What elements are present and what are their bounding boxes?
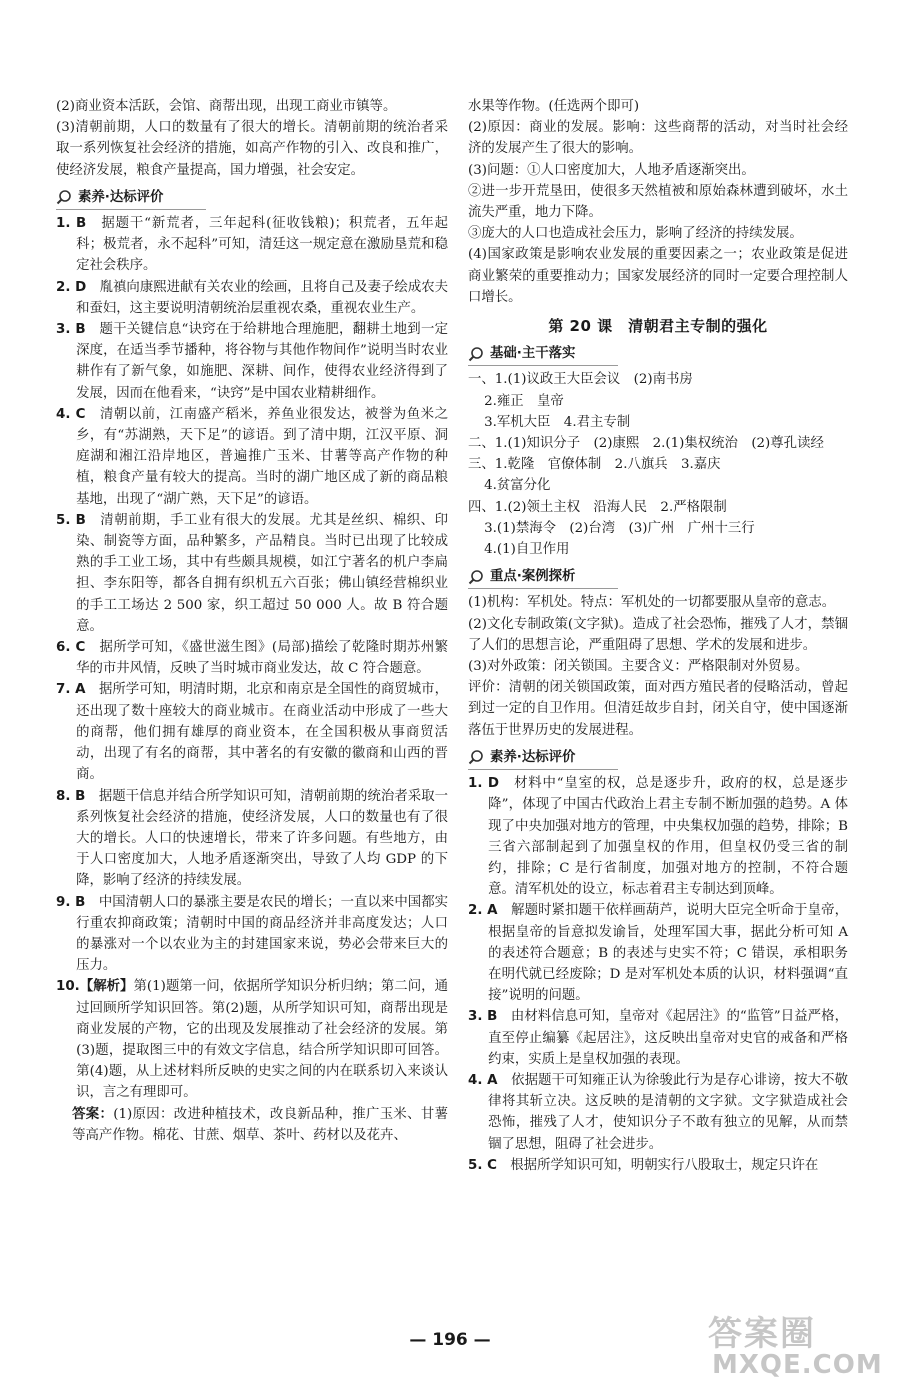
section-title: 重点·案例探析 xyxy=(490,569,576,585)
answer-text: 根据所学知识可知，明朝实行八股取士，规定只许在 xyxy=(510,1157,819,1173)
answer-item xyxy=(56,319,448,404)
case-line: 评价：清朝的闭关锁国政策，面对西方殖民者的侵略活动，曾起到过一定的自卫作用。但清廷故步自封，闭关自守，使中国逐渐落伍于世界历史的发展进程。 xyxy=(468,680,848,738)
answer-number: 9. B xyxy=(56,894,86,910)
answer-number: 1. D xyxy=(468,776,500,792)
answer-block xyxy=(56,1104,448,1146)
right-top-line: ③庞大的人口也造成社会压力，影响了经济的持续发展。 xyxy=(468,226,803,242)
basics-line: 一、1.(1)议政王大臣会议 (2)南书房 xyxy=(468,372,693,388)
section-title: 基础·主干落实 xyxy=(490,346,576,362)
right-top-line: 水果等作物。(任选两个即可) xyxy=(468,99,640,114)
answer-number: 4. A xyxy=(468,1072,498,1088)
answer-text: 解题时紧扣题干依样画葫芦，说明大臣完全听命于皇帝，根据皇帝的旨意拟发谕旨，处理军国大事，据此分析可知 A 的表述符合题意；B 的表述与史实不符；C 错误，承相职务在明代就已经废除；D 是对军机处本质的认识，材料强调“直接”说明的问题。 xyxy=(488,903,849,1004)
answer-number: 3. B xyxy=(56,322,86,338)
answer-text: 据所学可知，《盛世滋生图》(局部)描绘了乾隆时期苏州繁华的市井风情，反映了当时城市商业发达，故 C 符合题意。 xyxy=(76,640,448,677)
answer-text: 由材料信息可知，皇帝对《起居注》的“监管”日益严格，直至停止编纂《起居注》，这反映出皇帝对史官的戒备和严格约束，实质上是皇权加强的表现。 xyxy=(488,1009,848,1067)
section-heading xyxy=(468,566,618,589)
basics-line: 4.贫富分化 xyxy=(484,478,551,494)
answer-text: 材料中“皇室的权，总是逐步升，政府的权，总是逐步降”，体现了中国古代政治上君主专制不断加强的趋势。A 体现了中央加强对地方的管理，中央集权加强的趋势，排除；B 三省六部制起到了加强皇权的作用，但皇权仍受三省的制约，排除；C 是行省制度，加强对地方的控制，不符合题意。清军机处的设立，标志着君主专制达到顶峰。 xyxy=(488,776,848,898)
lesson-title: 第 20 课 清朝君主专制的强化 xyxy=(548,317,768,336)
answer-item xyxy=(468,1006,848,1070)
magnifier-icon xyxy=(468,346,486,362)
answer-number: 2. D xyxy=(56,279,87,295)
case-line: (1)机构：军机处。特点：军机处的一切都要服从皇帝的意志。 xyxy=(468,595,836,611)
right-column xyxy=(468,96,848,1176)
watermark-line-2: MXQE.COM xyxy=(712,1350,883,1380)
answer-item xyxy=(468,1070,848,1155)
answer-number: 2. A xyxy=(468,903,498,919)
magnifier-icon xyxy=(468,569,486,585)
right-top-line: (3)问题：①人口密度加大，人地矛盾逐渐突出。 xyxy=(468,162,755,178)
answer-text: 清朝前期，手工业有很大的发展。尤其是丝织、棉织、印染、制瓷等方面，品种繁多，产品精良。当时已出现了比较成熟的手工业工场，其中有些颇具规模，如江宁著名的机户李扁担、李东阳等，都各自拥有织机五六百张；佛山镇经营棉织业的手工工场达 2 500 家，织工超过 50 000 人。故 B 符合题意。 xyxy=(76,512,449,634)
answer-item xyxy=(56,404,448,510)
answer-number: 8. B xyxy=(56,788,86,804)
basics-line: 三、1.乾隆 官僚体制 2.八旗兵 3.嘉庆 xyxy=(468,457,721,473)
answer-item xyxy=(468,1155,848,1176)
answer-item xyxy=(56,637,448,679)
right-top-line: (2)原因：商业的发展。影响：这些商帮的活动，对当时社会经济的发展产生了很大的影响。 xyxy=(468,120,848,157)
answer-item xyxy=(56,510,448,637)
watermark-line-1: 答案圈 xyxy=(708,1314,816,1354)
magnifier-icon xyxy=(468,749,486,765)
answer-text: 胤禛向康熙进献有关农业的绘画，且将自己及妻子绘成农夫和蚕妇，这主要说明清朝统治层重视农桑，重视农业生产。 xyxy=(76,279,449,316)
answer-number: 5. C xyxy=(468,1157,497,1173)
answer-item xyxy=(56,976,448,1103)
answer-item xyxy=(56,892,448,977)
answer-text: 题干关键信息“诀窍在于给耕地合理施肥，翻耕土地到一定深度，在适当季节播种，将谷物与其他作物间作”说明当时农业耕作有了新气象，如施肥、深耕、间作，使得农业经济得到了发展，因而在他看来，“诀窍”是中国农业精耕细作。 xyxy=(76,322,449,401)
answer-number: 7. A xyxy=(56,682,86,698)
answer-text: 据题干“新荒者，三年起科(征收钱粮)；积荒者，五年起科；极荒者，永不起科”可知，清廷这一规定意在激励垦荒和稳定社会秩序。 xyxy=(76,216,448,274)
basics-line: 3.(1)禁海令 (2)台湾 (3)广州 广州十三行 xyxy=(484,520,755,536)
answer-number: 10.【解析】 xyxy=(56,979,134,995)
answer-text: 据所学可知，明清时期，北京和南京是全国性的商贸城市，还出现了数十座较大的商业城市。在商业活动中形成了一些大的商帮，他们拥有雄厚的商业资本，在全国积极从事商贸活动，出现了有名的商帮，其中著名的有安徽的徽商和山西的晋商。 xyxy=(76,682,448,783)
section-title: 素养·达标评价 xyxy=(78,189,164,205)
basics-line: 二、1.(1)知识分子 (2)康熙 2.(1)集权统治 (2)尊孔读经 xyxy=(468,436,824,452)
basics-line: 3.军机大臣 4.君主专制 xyxy=(484,414,631,430)
answer-item xyxy=(56,679,448,785)
answer-number: 1. B xyxy=(56,216,87,232)
answer-text: 第(1)题第一问，依据所学知识分析归纳；第二问，通过回顾所学知识回答。第(2)题，从所学知识可知，商帮出现是商业发展的产物，它的出现及发展推动了社会经济的发展。第(3)题，提取图三中的有效文字信息，结合所学知识即可回答。第(4)题，从上述材料所反映的史实之间的内在联系切入来谈认识，言之有理即可。 xyxy=(76,979,448,1101)
section-title: 素养·达标评价 xyxy=(490,749,576,765)
answer-text: 据题干信息并结合所学知识可知，清朝前期的统治者采取一系列恢复社会经济的措施，使经济发展，人口的数量也有了很大的增长。人口的快速增长，带来了许多问题。有些地方，由于人口密度加大，人地矛盾逐渐突出，导致了人均 GDP 的下降，影响了经济的持续发展。 xyxy=(76,788,449,889)
watermark-logo xyxy=(708,1306,888,1384)
answer-label: 答案： xyxy=(72,1106,114,1122)
section-heading xyxy=(56,187,206,210)
answer-text: 清朝以前，江南盛产稻米，养鱼业很发达，被誉为鱼米之乡，有“苏湖熟，天下足”的谚语。到了清中期，江汉平原、洞庭湖和湘江沿岸地区，普遍推广玉米、甘薯等高产作物的种植，粮食产量有较大的提高。当时的湖广地区成了新的商品粮基地，出现了“湖广熟，天下足”的谚语。 xyxy=(76,406,448,507)
left-top-line-1: (2)商业资本活跃，会馆、商帮出现，出现工商业市镇等。 xyxy=(56,99,397,114)
answer-item xyxy=(56,213,448,277)
answer-text: 中国清朝人口的暴涨主要是农民的增长；一直以来中国都实行重农抑商政策；清朝时中国的商品经济并非高度发达；人口的暴涨对一个以农业为主的封建国家来说，势必会带来巨大的压力。 xyxy=(76,894,449,974)
answer-item xyxy=(56,786,448,892)
answer-body: (1)原因：改进种植技术，改良新品种，推广玉米、甘薯等高产作物。棉花、甘蔗、烟草、茶叶、药材以及花卉、 xyxy=(72,1106,448,1143)
answer-number: 4. C xyxy=(56,406,86,422)
answer-text: 依据题干可知雍正认为徐骏此行为是存心诽谤，按大不敬律将其斩立决。这反映的是清朝的文字狱。文字狱造成社会恐怖，摧残了人才，使知识分子不敢有独立的见解，从而禁锢了思想，阻碍了社会进步。 xyxy=(488,1072,849,1152)
case-line: (2)文化专制政策(文字狱)。造成了社会恐怖，摧残了人才，禁锢了人们的思想言论，严重阻碍了思想、学术的发展和进步。 xyxy=(468,616,848,653)
section-heading xyxy=(468,343,618,366)
answer-number: 3. B xyxy=(468,1009,498,1025)
answer-item xyxy=(56,277,448,319)
right-top-line: ②进一步开荒垦田，使很多天然植被和原始森林遭到破坏，水土流失严重，地力下降。 xyxy=(468,183,848,221)
answer-number: 5. B xyxy=(56,512,86,528)
answer-number: 6. C xyxy=(56,640,86,656)
page-number: — 196 — xyxy=(409,1330,491,1350)
left-top-line-2: (3)清朝前期，人口的数量有了很大的增长。清朝前期的统治者采取一系列恢复社会经济的措施，如高产作物的引入、改良和推广，使经济发展，粮食产量提高，国力增强，社会安定。 xyxy=(56,120,448,178)
basics-line: 4.(1)自卫作用 xyxy=(484,542,570,558)
answer-item xyxy=(468,773,848,900)
basics-line: 四、1.(2)领土主权 沿海人民 2.严格限制 xyxy=(468,499,727,515)
answer-item xyxy=(468,900,848,1006)
left-column xyxy=(56,96,448,1146)
case-line: (3)对外政策：闭关锁国。主要含义：严格限制对外贸易。 xyxy=(468,659,809,675)
section-heading xyxy=(468,747,618,770)
basics-line: 2.雍正 皇帝 xyxy=(484,393,564,409)
right-top-line: (4)国家政策是影响农业发展的重要因素之一；农业政策是促进商业繁荣的重要推动力；国家发展经济的同时一定要合理控制人口增长。 xyxy=(468,247,848,305)
magnifier-icon xyxy=(56,189,74,205)
